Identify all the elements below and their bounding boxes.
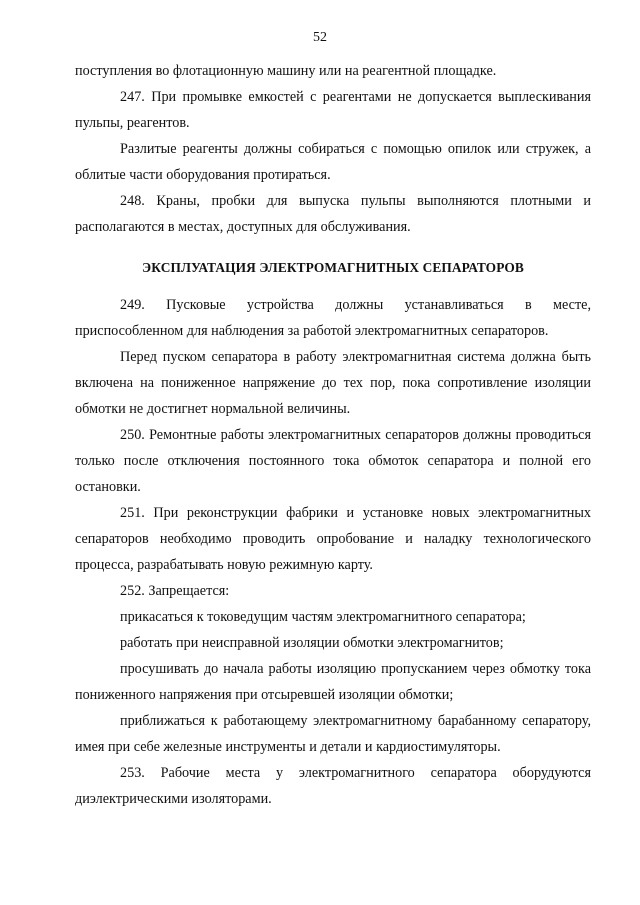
list-item: приближаться к работающему электромагнитному барабанному сепаратору, имея при себе железные инструменты и детали и кардиостимуляторы.	[75, 713, 591, 755]
page-number: 52	[313, 30, 327, 45]
list-item: прикасаться к токоведущим частям электромагнитного сепаратора;	[120, 609, 526, 625]
paragraph-249: 249. Пусковые устройства должны устанавливаться в месте, приспособленном для наблюдения за работой электромагнитных сепараторов.	[75, 297, 591, 339]
paragraph-250: 250. Ремонтные работы электромагнитных сепараторов должны проводиться только после отключения постоянного тока обмоток сепаратора и полной его остановки.	[75, 427, 591, 495]
section-heading-wrap	[75, 240, 591, 292]
paragraph: Разлитые реагенты должны собираться с помощью опилок или стружек, а облитые части оборудования протираться.	[75, 141, 591, 183]
paragraph-251: 251. При реконструкции фабрики и установке новых электромагнитных сепараторов необходимо проводить опробование и наладку технологического процесса, разрабатывать новую режимную карту.	[75, 505, 591, 573]
list-item: просушивать до начала работы изоляцию пропусканием через обмотку тока пониженного напряжения при отсыревшей изоляции обмотки;	[75, 661, 591, 703]
section-heading: ЭКСПЛУАТАЦИЯ ЭЛЕКТРОМАГНИТНЫХ СЕПАРАТОРОВ	[142, 259, 524, 275]
document-body	[75, 58, 591, 812]
list-item: работать при неисправной изоляции обмотки электромагнитов;	[120, 635, 504, 651]
paragraph-247: 247. При промывке емкостей с реагентами не допускается выплескивания пульпы, реагентов.	[75, 89, 591, 131]
paragraph-253: 253. Рабочие места у электромагнитного сепаратора оборудуются диэлектрическими изоляторами.	[75, 765, 591, 807]
paragraph: Перед пуском сепаратора в работу электромагнитная система должна быть включена на пониженное напряжение до тех пор, пока сопротивление изоляции обмотки не достигнет нормальной величины.	[75, 349, 591, 417]
paragraph: поступления во флотационную машину или на реагентной площадке.	[75, 63, 497, 79]
paragraph-248: 248. Краны, пробки для выпуска пульпы выполняются плотными и располагаются в местах, доступных для обслуживания.	[75, 193, 591, 235]
paragraph-252: 252. Запрещается:	[120, 583, 230, 599]
